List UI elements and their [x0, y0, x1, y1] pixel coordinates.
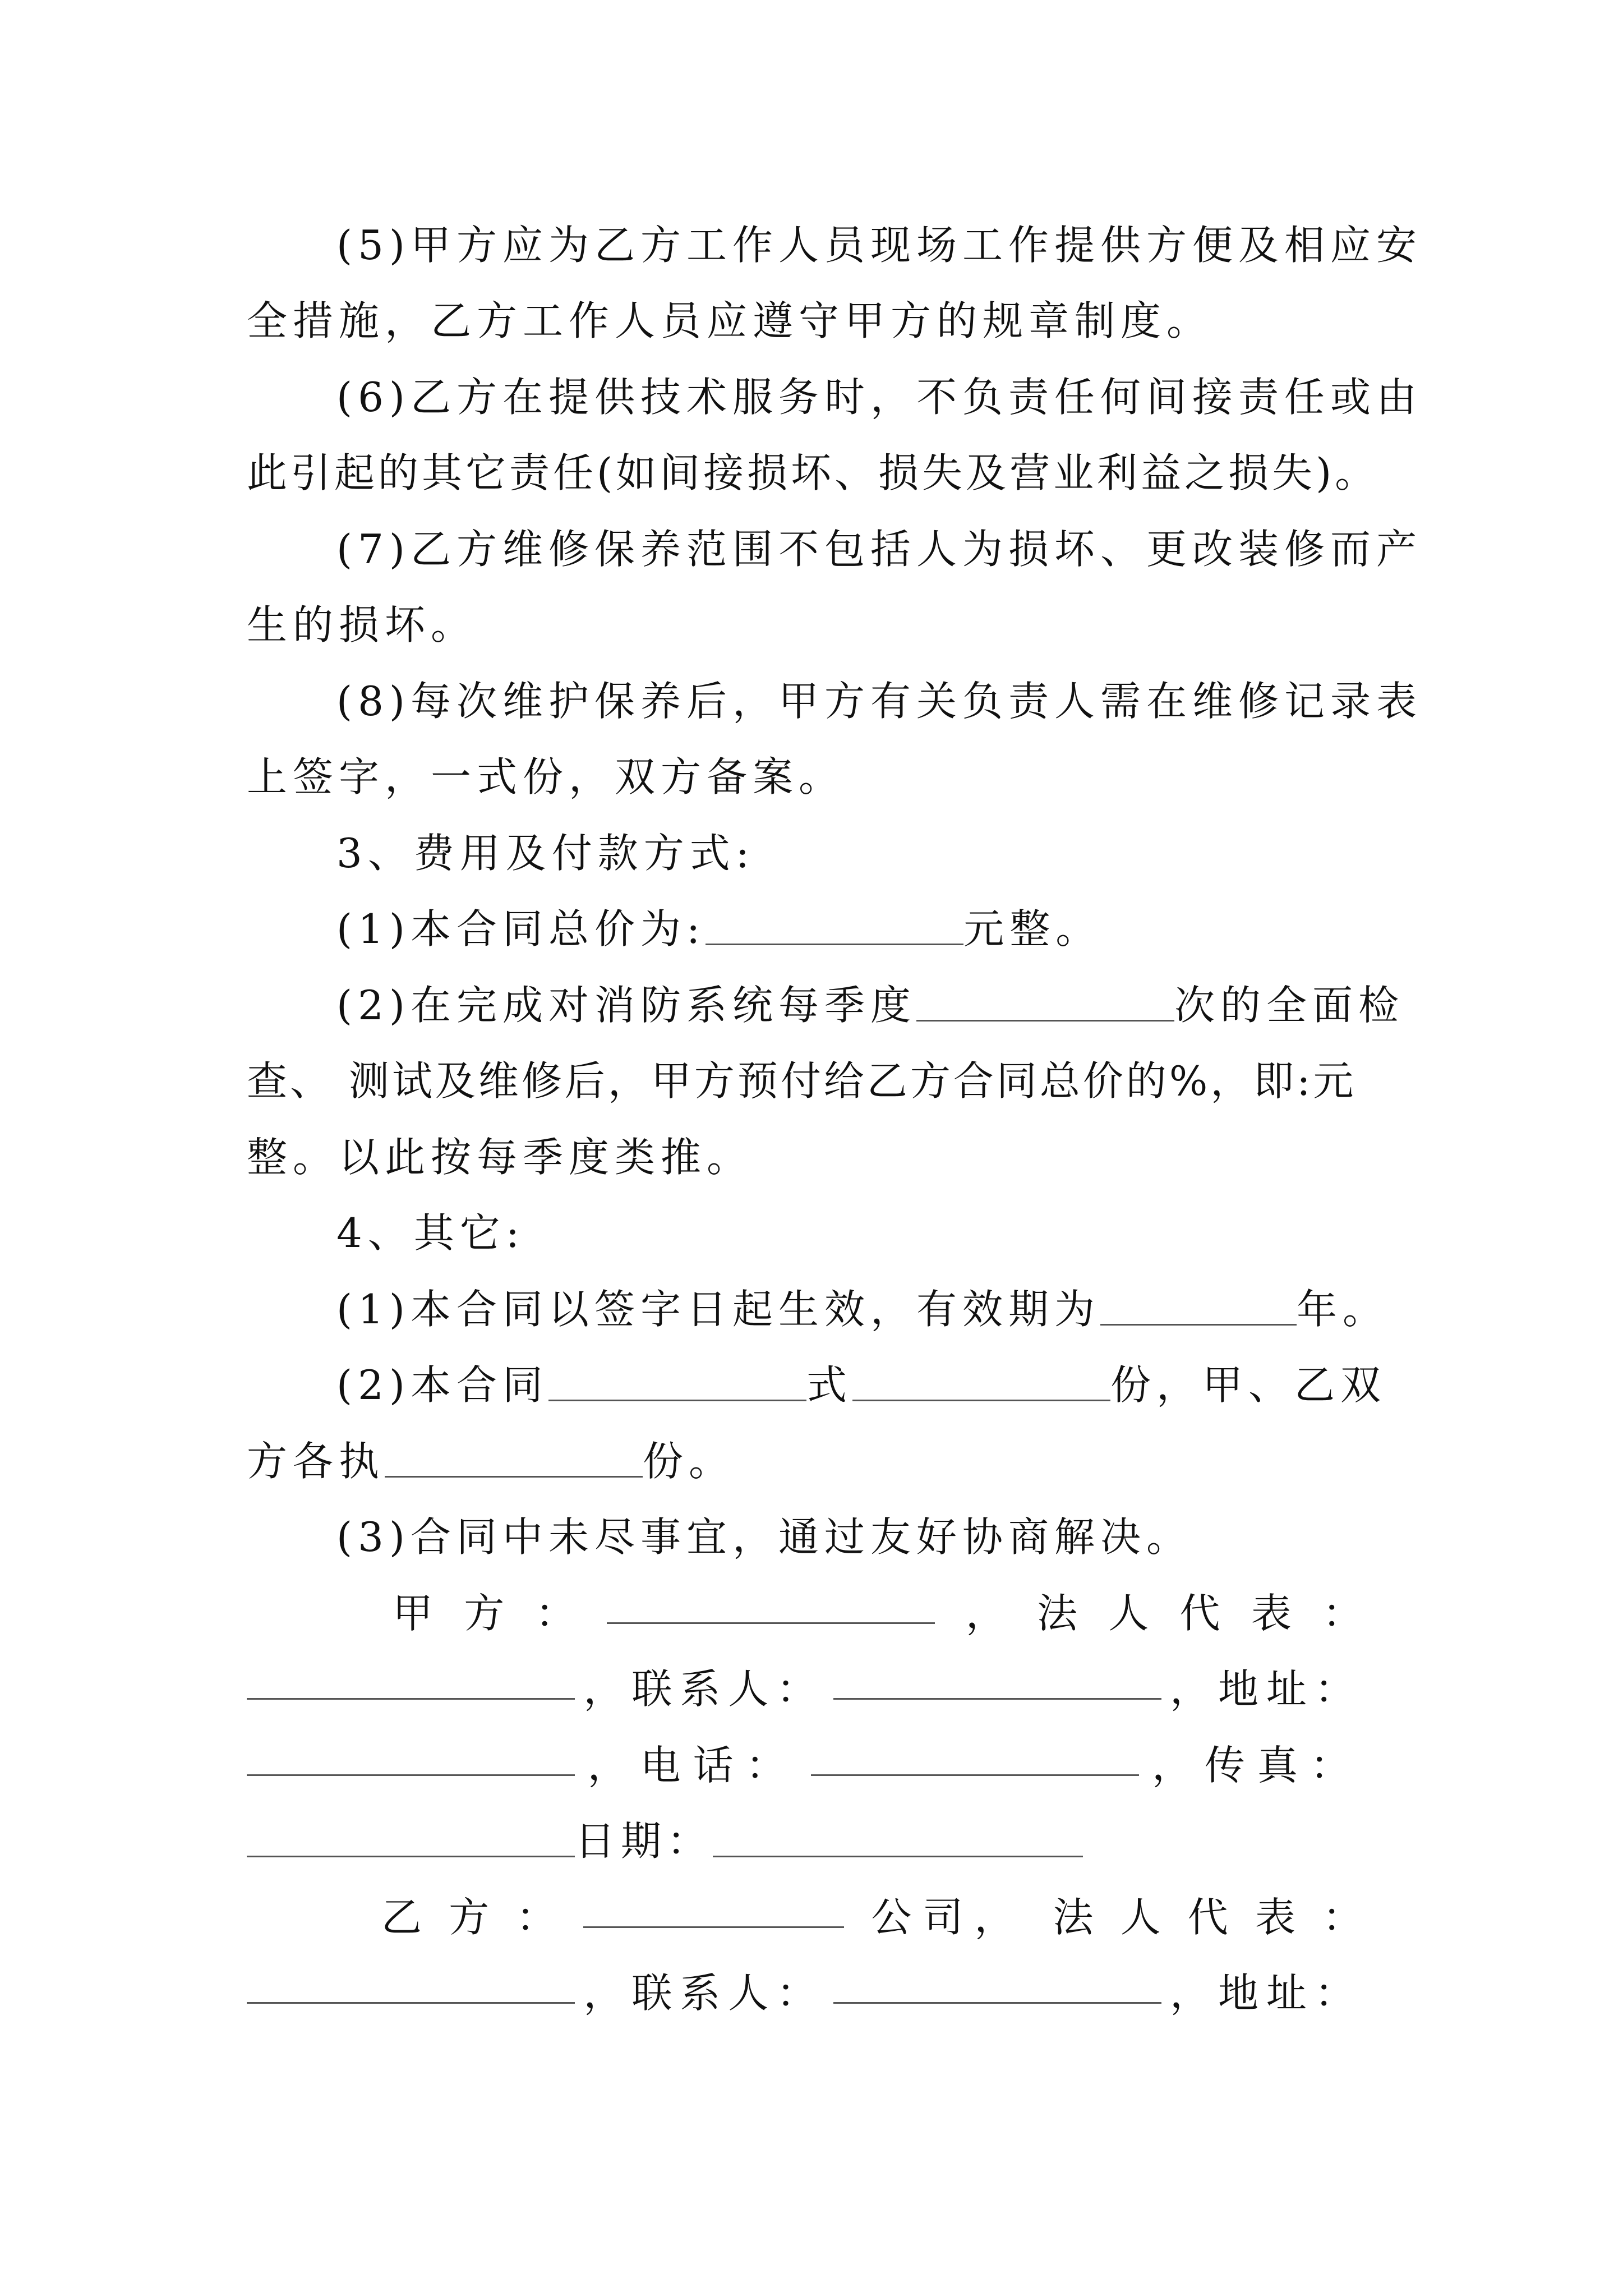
section-4-heading: 4、其它: [336, 1209, 525, 1257]
party-a-address-label: ，地址： [1169, 1665, 1363, 1713]
section-4-item-3: (3)合同中未尽事宜，通过友好协商解决。 [336, 1513, 1192, 1561]
section-3-heading: 3、费用及付款方式: [336, 830, 755, 877]
section-4-item-2-line-2 [247, 1433, 1391, 1489]
party-a-line-3 [247, 1737, 1363, 1793]
party-a-line-1 [393, 1585, 1363, 1641]
party-a-phone-label: ，电话： [587, 1742, 799, 1789]
section-3-item-2-line-3: 整。以此按每季度类推。 [247, 1134, 753, 1181]
party-b-name-blank[interactable] [583, 1889, 844, 1928]
party-a-line-2 [247, 1661, 1363, 1717]
validity-unit: 年。 [1297, 1286, 1389, 1333]
party-a-date-blank[interactable] [713, 1819, 1083, 1857]
party-b-company-label: 公司， [871, 1894, 1026, 1941]
party-a-rep-blank[interactable] [247, 1661, 575, 1700]
party-b-rep-char: 法 [1053, 1894, 1094, 1941]
party-b-rep-blank[interactable] [247, 1965, 575, 2004]
total-price-unit: 元整。 [963, 905, 1102, 953]
total-price-blank[interactable] [706, 907, 963, 945]
copies-label: (2)本合同 [336, 1361, 548, 1409]
party-a-fax-blank[interactable] [247, 1819, 575, 1857]
inspection-count-blank[interactable] [916, 983, 1174, 1022]
party-a-fax-label: ，传真： [1151, 1742, 1363, 1789]
party-a-char: 甲 [393, 1590, 434, 1637]
each-party-copies-blank[interactable] [385, 1439, 643, 1478]
party-b-char: 乙 [381, 1894, 422, 1941]
clause-7-line-2: 生的损坏。 [247, 601, 477, 648]
copies-mid: 式 [806, 1361, 853, 1409]
validity-years-blank[interactable] [1100, 1287, 1297, 1326]
party-a-line-4 [247, 1813, 1391, 1869]
copies-suffix: 份，甲、乙双 [1110, 1361, 1387, 1409]
party-b-contact-label: ，联系人： [583, 1970, 825, 2017]
clause-6-line-1: (6)乙方在提供技术服务时，不负责任何间接责任或由 [336, 374, 1422, 421]
party-b-rep-char: 人 [1120, 1894, 1161, 1941]
party-a-comma: ， [965, 1590, 1006, 1637]
section-3-item-1 [336, 901, 1391, 957]
party-a-rep-char: ： [1322, 1590, 1363, 1637]
party-a-contact-blank[interactable] [833, 1661, 1161, 1700]
copies-count-blank[interactable] [852, 1363, 1110, 1401]
party-a-phone-blank[interactable] [811, 1737, 1139, 1776]
clause-5-line-1: (5)甲方应为乙方工作人员现场工作提供方便及相应安 [336, 222, 1422, 269]
party-a-char: 方 [464, 1590, 505, 1637]
party-b-char: 方 [449, 1894, 490, 1941]
each-party-label: 方各执 [247, 1438, 385, 1485]
section-4-item-2-line-1 [336, 1357, 1391, 1413]
party-a-rep-char: 表 [1251, 1590, 1292, 1637]
party-b-rep-char: ： [1322, 1894, 1363, 1941]
section-4-item-1 [336, 1281, 1391, 1337]
party-b-char: ： [516, 1894, 557, 1941]
clause-7-line-1: (7)乙方维修保养范围不包括人为损坏、更改装修而产 [336, 526, 1422, 573]
copies-format-blank[interactable] [548, 1363, 806, 1401]
party-b-rep-char: 表 [1255, 1894, 1295, 1941]
party-a-rep-char: 法 [1037, 1590, 1078, 1637]
party-a-char: ： [535, 1590, 576, 1637]
clause-8-line-1: (8)每次维护保养后，甲方有关负责人需在维修记录表 [336, 678, 1422, 725]
section-3-item-2-line-1 [336, 977, 1405, 1033]
party-a-address-blank[interactable] [247, 1737, 575, 1776]
clause-8-line-2: 上签字，一式份，双方备案。 [247, 753, 845, 800]
party-b-line-1 [381, 1889, 1363, 1945]
inspection-label: (2)在完成对消防系统每季度 [336, 982, 916, 1029]
validity-label: (1)本合同以签字日起生效，有效期为 [336, 1286, 1100, 1333]
clause-6-line-2: 此引起的其它责任(如间接损坏、损失及营业利益之损失)。 [247, 449, 1379, 496]
party-a-name-blank[interactable] [607, 1585, 935, 1624]
party-b-rep-char: 代 [1187, 1894, 1228, 1941]
party-a-rep-char: 人 [1108, 1590, 1149, 1637]
each-party-unit: 份。 [643, 1438, 735, 1485]
party-a-contact-label: ，联系人： [583, 1665, 825, 1713]
party-b-address-label: ，地址： [1169, 1970, 1363, 2017]
party-b-contact-blank[interactable] [833, 1965, 1161, 2004]
inspection-suffix: 次的全面检 [1174, 982, 1405, 1029]
clause-5-line-2: 全措施，乙方工作人员应遵守甲方的规章制度。 [247, 297, 1213, 344]
party-a-date-label: 日期： [575, 1818, 713, 1865]
total-price-label: (1)本合同总价为: [336, 905, 706, 953]
party-b-line-2 [247, 1965, 1363, 2021]
party-a-rep-char: 代 [1179, 1590, 1220, 1637]
section-3-item-2-line-2: 查、 测试及维修后，甲方预付给乙方合同总价的%，即:元 [247, 1057, 1357, 1105]
